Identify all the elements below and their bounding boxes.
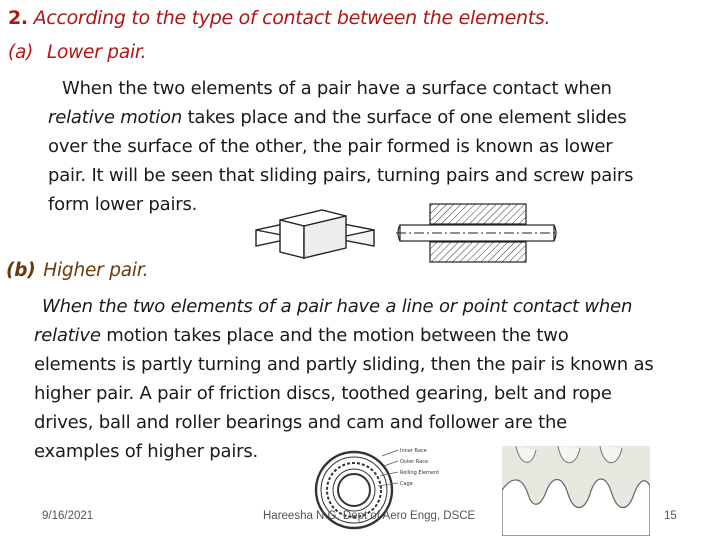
higher-line-0: When the two elements of a pair have a line or point contact when xyxy=(42,296,633,317)
bearing-label-cage: Cage xyxy=(400,481,413,487)
higher-line-1: relative motion takes place and the motion between the two xyxy=(34,325,569,346)
lower-line-2: over the surface of the other, the pair formed is known as lower xyxy=(48,136,613,157)
section-heading xyxy=(8,7,550,29)
higher-line-2: elements is partly turning and partly sliding, then the pair is known as xyxy=(34,354,654,375)
higher-line-5: examples of higher pairs. xyxy=(34,441,259,462)
sliding-pair-figure xyxy=(250,200,380,266)
bearing-label-outer-race: Outer Race xyxy=(400,459,429,465)
section-title: According to the type of contact between the elements. xyxy=(33,7,551,29)
higher-pair-name: Higher pair. xyxy=(43,260,149,281)
footer-date: 9/16/2021 xyxy=(42,510,94,522)
lower-line-4: form lower pairs. xyxy=(48,194,198,215)
turning-pair-figure xyxy=(396,198,558,264)
footer-page-number: 15 xyxy=(664,510,677,522)
higher-line-4: drives, ball and roller bearings and cam and follower are the xyxy=(34,412,568,433)
gear-teeth-figure xyxy=(502,446,650,536)
higher-pair-title xyxy=(6,260,148,281)
bearing-label-inner-race: Inner Race xyxy=(400,448,427,454)
higher-line-3: higher pair. A pair of friction discs, toothed gearing, belt and rope xyxy=(34,383,612,404)
bearing-label-rolling-element: Rolling Element xyxy=(400,470,440,476)
lower-pair-marker: (a) xyxy=(8,42,34,63)
lower-line-0: When the two elements of a pair have a surface contact when xyxy=(62,78,612,99)
lower-pair-name: Lower pair. xyxy=(46,42,147,63)
lower-line-1: relative motion takes place and the surface of one element slides xyxy=(48,107,627,128)
footer-author: Hareesha N G, Dept of Aero Engg, DSCE xyxy=(263,510,476,522)
section-number: 2. xyxy=(8,7,28,29)
lower-pair-title xyxy=(8,42,146,63)
higher-pair-marker: (b) xyxy=(6,260,36,281)
lower-line-3: pair. It will be seen that sliding pairs, turning pairs and screw pairs xyxy=(48,165,634,186)
